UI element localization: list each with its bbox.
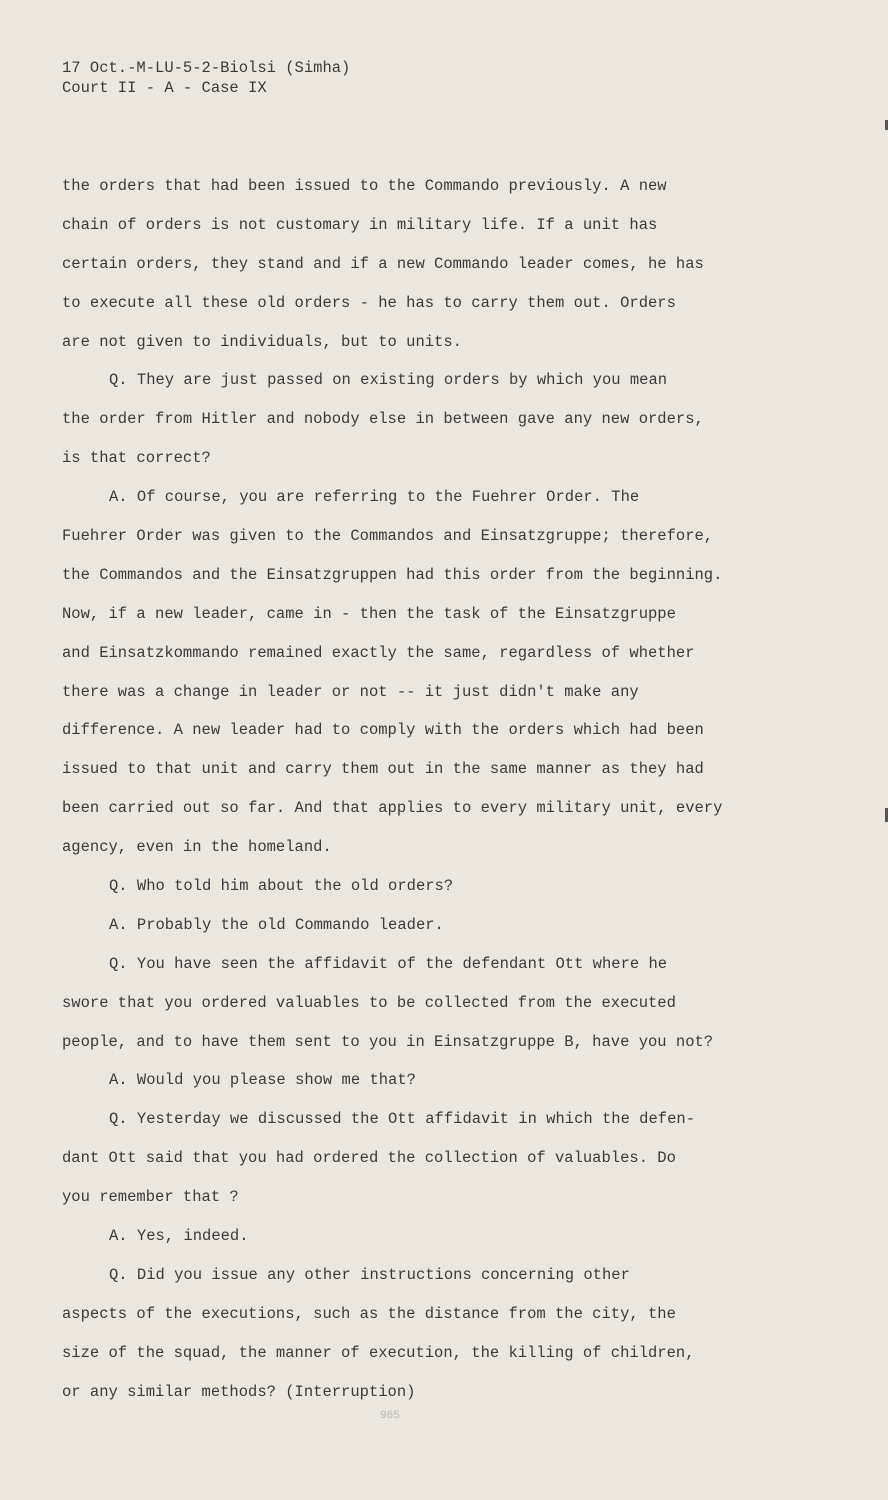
text-line: difference. A new leader had to comply with the orders which had been [62,721,704,740]
text-line: Q. Who told him about the old orders? [109,877,454,896]
text-line: A. Yes, indeed. [109,1227,249,1246]
text-line: Q. Yesterday we discussed the Ott affidavit in which the defen- [109,1110,695,1129]
text-line: A. Would you please show me that? [109,1071,416,1090]
text-line: is that correct? [62,449,211,468]
text-line: Now, if a new leader, came in - then the task of the Einsatzgruppe [62,604,676,623]
transcript-body [62,174,762,1419]
text-line: are not given to individuals, but to units. [62,332,462,351]
text-line: chain of orders is not customary in military life. If a unit has [62,215,658,234]
text-line: dant Ott said that you had ordered the collection of valuables. Do [62,1149,676,1168]
text-line: and Einsatzkommando remained exactly the same, regardless of whether [62,643,695,662]
text-line: to execute all these old orders - he has to carry them out. Orders [62,293,676,312]
text-line: Fuehrer Order was given to the Commandos and Einsatzgruppe; therefore, [62,527,714,546]
text-line: issued to that unit and carry them out in the same manner as they had [62,760,704,779]
text-line: Q. You have seen the affidavit of the defendant Ott where he [109,954,668,973]
text-line: the order from Hitler and nobody else in between gave any new orders, [62,410,704,429]
text-line: there was a change in leader or not -- it just didn't make any [62,682,639,701]
text-line: A. Probably the old Commando leader. [109,915,444,934]
text-line: agency, even in the homeland. [62,838,332,857]
text-line: Q. Did you issue any other instructions concerning other [109,1265,630,1284]
text-line: the Commandos and the Einsatzgruppen had this order from the beginning. [62,565,723,584]
text-line: been carried out so far. And that applies to every military unit, every [62,799,723,818]
header-line-1: 17 Oct.-M-LU-5-2-Biolsi (Simha) [62,59,351,77]
text-line: aspects of the executions, such as the distance from the city, the [62,1304,676,1323]
text-line: you remember that ? [62,1188,239,1207]
text-line: the orders that had been issued to the Commando previously. A new [62,177,667,195]
page-number: 965 [380,1410,400,1422]
text-line: A. Of course, you are referring to the Fuehrer Order. The [109,488,640,507]
text-line: Q. They are just passed on existing orders by which you mean [109,371,668,390]
document-header [62,58,350,98]
text-line: people, and to have them sent to you in Einsatzgruppe B, have you not? [62,1032,714,1051]
text-line: swore that you ordered valuables to be collected from the executed [62,993,676,1012]
text-line: certain orders, they stand and if a new Commando leader comes, he has [62,254,704,273]
text-line: or any similar methods? (Interruption) [62,1382,416,1401]
text-line: size of the squad, the manner of execution, the killing of children, [62,1343,695,1362]
header-line-2: Court II - A - Case IX [62,79,267,97]
